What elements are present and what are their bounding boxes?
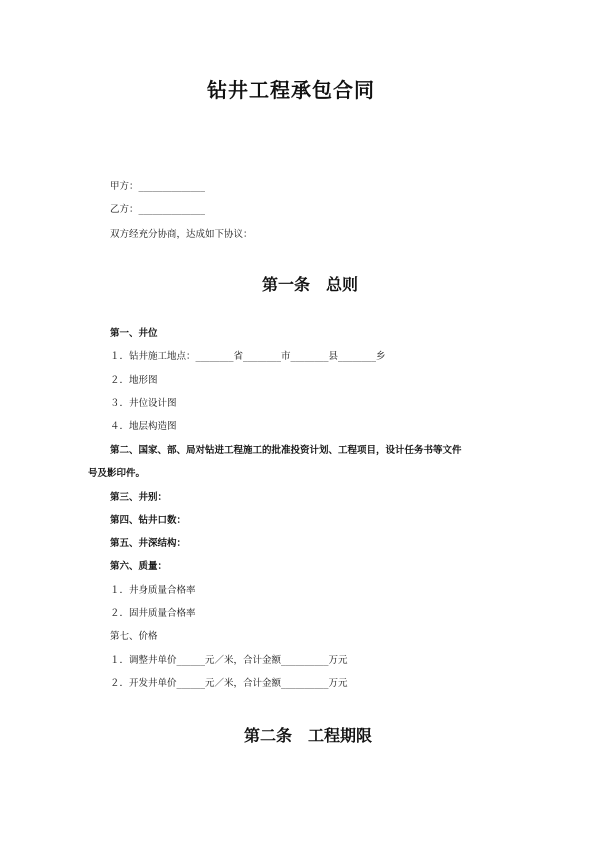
- list-item: １．调整井单价______元／米，合计金额__________万元: [110, 655, 348, 666]
- section-6-heading: 第六、质量：: [110, 561, 168, 572]
- agreement-intro: 双方经充分协商，达成如下协议：: [110, 229, 253, 240]
- article-2-heading: 第二条 工程期限: [244, 726, 373, 745]
- section-5-heading: 第五、井深结构：: [110, 538, 187, 549]
- list-item: ２．固井质量合格率: [110, 608, 196, 619]
- section-1-heading: 第一、井位: [110, 328, 158, 339]
- list-item: ４．地层构造图: [110, 421, 177, 432]
- section-3-heading: 第三、井别：: [110, 492, 168, 503]
- list-item: １．钻井施工地点：________省________市________县________乡: [110, 351, 386, 362]
- list-item: ３．井位设计图: [110, 398, 177, 409]
- section-7-heading: 第七、价格: [110, 631, 158, 642]
- article-1-heading: 第一条 总则: [262, 275, 359, 294]
- party-a-line: 甲方：______________: [110, 181, 206, 192]
- section-2-line-2: 号及影印件。: [88, 468, 146, 479]
- list-item: ２．地形图: [110, 375, 158, 386]
- section-2-line-1: 第二、国家、部、局对钻进工程施工的批准投资计划、工程项目，设计任务书等文件: [110, 445, 462, 456]
- party-b-line: 乙方：______________: [110, 204, 206, 215]
- section-4-heading: 第四、钻井口数：: [110, 515, 187, 526]
- contract-title: 钻井工程承包合同: [207, 78, 375, 102]
- list-item: ２．开发井单价______元／米，合计金额__________万元: [110, 678, 348, 689]
- list-item: １．井身质量合格率: [110, 585, 196, 596]
